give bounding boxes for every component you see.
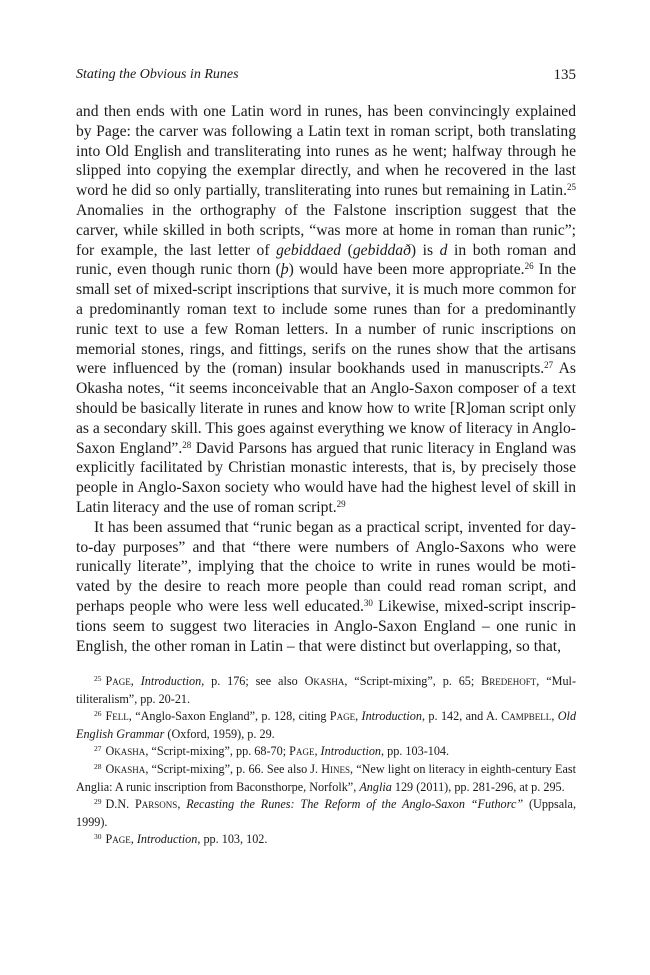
author-name: Parsons <box>135 797 178 812</box>
footnote-number: 28 <box>94 761 102 771</box>
text-run: ) is <box>410 241 440 259</box>
footnote-text: , p. 142, and A. <box>422 709 502 724</box>
main-text <box>76 102 576 656</box>
footnote <box>76 743 576 761</box>
author-name: Okasha <box>105 761 146 776</box>
footnote <box>76 708 576 743</box>
text-run: It has been assumed that “runic began as a practical script, invented for day-to-day purposes” and that “there were numbers of Anglo-Saxons who were runically literate”, implying that the choice to write in runes would be motivated by the desire to reach more people than could read roman script, and perhaps people who were less well educated. <box>76 518 576 615</box>
footnote-number: 29 <box>94 797 102 807</box>
footnote-text: 129 (2011), pp. 281-296, at p. 295. <box>391 779 565 794</box>
footnote <box>76 673 576 708</box>
text-run: Likewise, mixed-script inscriptions seem to suggest two literacies in Anglo-Saxon England – one runic in English, the other roman in Latin – that were distinct but overlapping, so that, <box>76 597 576 655</box>
author-name: Okasha <box>105 744 146 759</box>
footnote-text: , <box>551 709 558 724</box>
author-name: Bredehoft <box>481 674 537 688</box>
letter: d <box>439 241 448 259</box>
text-run: ( <box>341 241 353 259</box>
work-title: Introduction <box>136 832 198 847</box>
author-name: Page <box>329 709 356 724</box>
footnote-ref[interactable]: 27 <box>544 360 554 371</box>
work-title: Anglia <box>359 779 392 794</box>
footnote-text: , “New light on literacy in eighth-century East Anglia: A runic inscription from Baconsthorpe, Norfolk”, <box>76 761 576 794</box>
footnote-text: (Oxford, 1959), p. 29. <box>164 726 275 741</box>
footnote <box>76 831 576 849</box>
footnote-ref[interactable]: 30 <box>363 597 373 608</box>
text-run: in both roman and runic, even though runic thorn ( <box>76 241 576 279</box>
footnote-text: D.N. <box>105 797 136 812</box>
footnote-text: , <box>130 674 141 688</box>
footnote <box>76 796 576 831</box>
running-title: Stating the Obvious in Runes <box>76 67 239 82</box>
running-header <box>76 67 576 87</box>
work-title: Recasting the Runes: The Reform of the Anglo-Saxon “Futhorc” <box>186 797 524 812</box>
work-title: Introduction <box>140 674 202 688</box>
footnote-text: , “Script-mixing”, p. 66. See also J. <box>145 761 322 776</box>
footnote-text: (Uppsala, 1999). <box>76 797 576 829</box>
text-run: In the small set of mixed-script inscriptions that survive, it is much more common for a predominantly roman text to include some runes than for a predominantly runic text to use a few Roman letters. In a number of runic inscriptions on memorial stones, rings, and fittings, serifs on the runes show that the artisans were influenced by the (roman) insular bookhands used in manuscripts. <box>76 261 577 378</box>
author-name: Page <box>289 744 315 759</box>
footnote-text: , pp. 103-104. <box>381 744 450 759</box>
author-name: Campbell <box>501 709 552 724</box>
footnote-text: , p. 176; see also <box>201 674 305 688</box>
text-run: ) would have been more appropriate. <box>288 261 525 279</box>
footnotes <box>76 673 576 849</box>
author-name: Okasha <box>304 674 345 688</box>
footnote-number: 27 <box>94 744 102 754</box>
work-title: Introduction <box>361 709 422 724</box>
paragraph <box>76 102 576 518</box>
footnote-text: , <box>314 744 321 759</box>
footnote-number: 30 <box>94 832 102 842</box>
footnote-text: , “Anglo-Saxon England”, p. 128, citing <box>128 709 330 724</box>
author-name: Page <box>105 674 131 688</box>
paragraph <box>76 518 576 657</box>
footnote-text: , “Script-mixing”, p. 65; <box>344 674 482 688</box>
footnote-text: , <box>130 832 137 847</box>
footnote-ref[interactable]: 29 <box>336 498 346 509</box>
footnote-text: , “Script-mixing”, pp. 68-70; <box>145 744 290 759</box>
text-run: As Okasha notes, “it seems inconceivable that an Anglo-Saxon composer of a text should be basically literate in runes and know how to write [R]oman script only as a secondary skill. This goes against everything we know of literacy in Anglo-Saxon England”. <box>76 360 576 457</box>
footnote-text: , “Multiliteralism”, pp. 20-21. <box>76 674 576 706</box>
work-title: Introduction <box>320 744 382 759</box>
page-number: 135 <box>553 67 576 83</box>
work-title: Old English Grammar <box>76 709 577 741</box>
footnote-number: 26 <box>94 709 102 719</box>
footnote-text: , <box>355 709 362 724</box>
footnote-ref[interactable]: 28 <box>182 439 192 450</box>
author-name: Fell <box>105 709 129 724</box>
text-run: Anomalies in the orthography of the Falstone inscription suggest that the carver, while skilled in both scripts, “was more at home in roman than runic”; for example, the last letter of <box>76 201 576 259</box>
author-name: Hines <box>321 761 351 776</box>
footnote-ref[interactable]: 26 <box>524 261 534 272</box>
footnote-ref[interactable]: 25 <box>567 182 576 193</box>
text-run: David Parsons has argued that runic literacy in England was explicitly facilitated by Christian monastic interests, that is, by precisely those people in Anglo-Saxon society who would have had the highest level of skill in Latin literacy and the use of roman script. <box>76 439 577 516</box>
footnote-number: 25 <box>94 674 102 683</box>
footnote-text: , <box>177 797 187 812</box>
author-name: Page <box>105 832 131 847</box>
text-run: and then ends with one Latin word in runes, has been convincingly explained by Page: the carver was following a Latin text in roman script, both translating into Old English and transliterating into runes as he went; halfway through he slipped into copying the exemplar directly, and when he recovered in the last word he did so only partially, transliterating into runes but remaining in Latin. <box>76 103 576 200</box>
footnote-text: , pp. 103, 102. <box>197 832 268 847</box>
runic-word: gebiddaed <box>276 241 342 259</box>
runic-word: gebiddað <box>352 241 411 259</box>
footnote <box>76 761 576 796</box>
letter: þ <box>280 261 289 279</box>
